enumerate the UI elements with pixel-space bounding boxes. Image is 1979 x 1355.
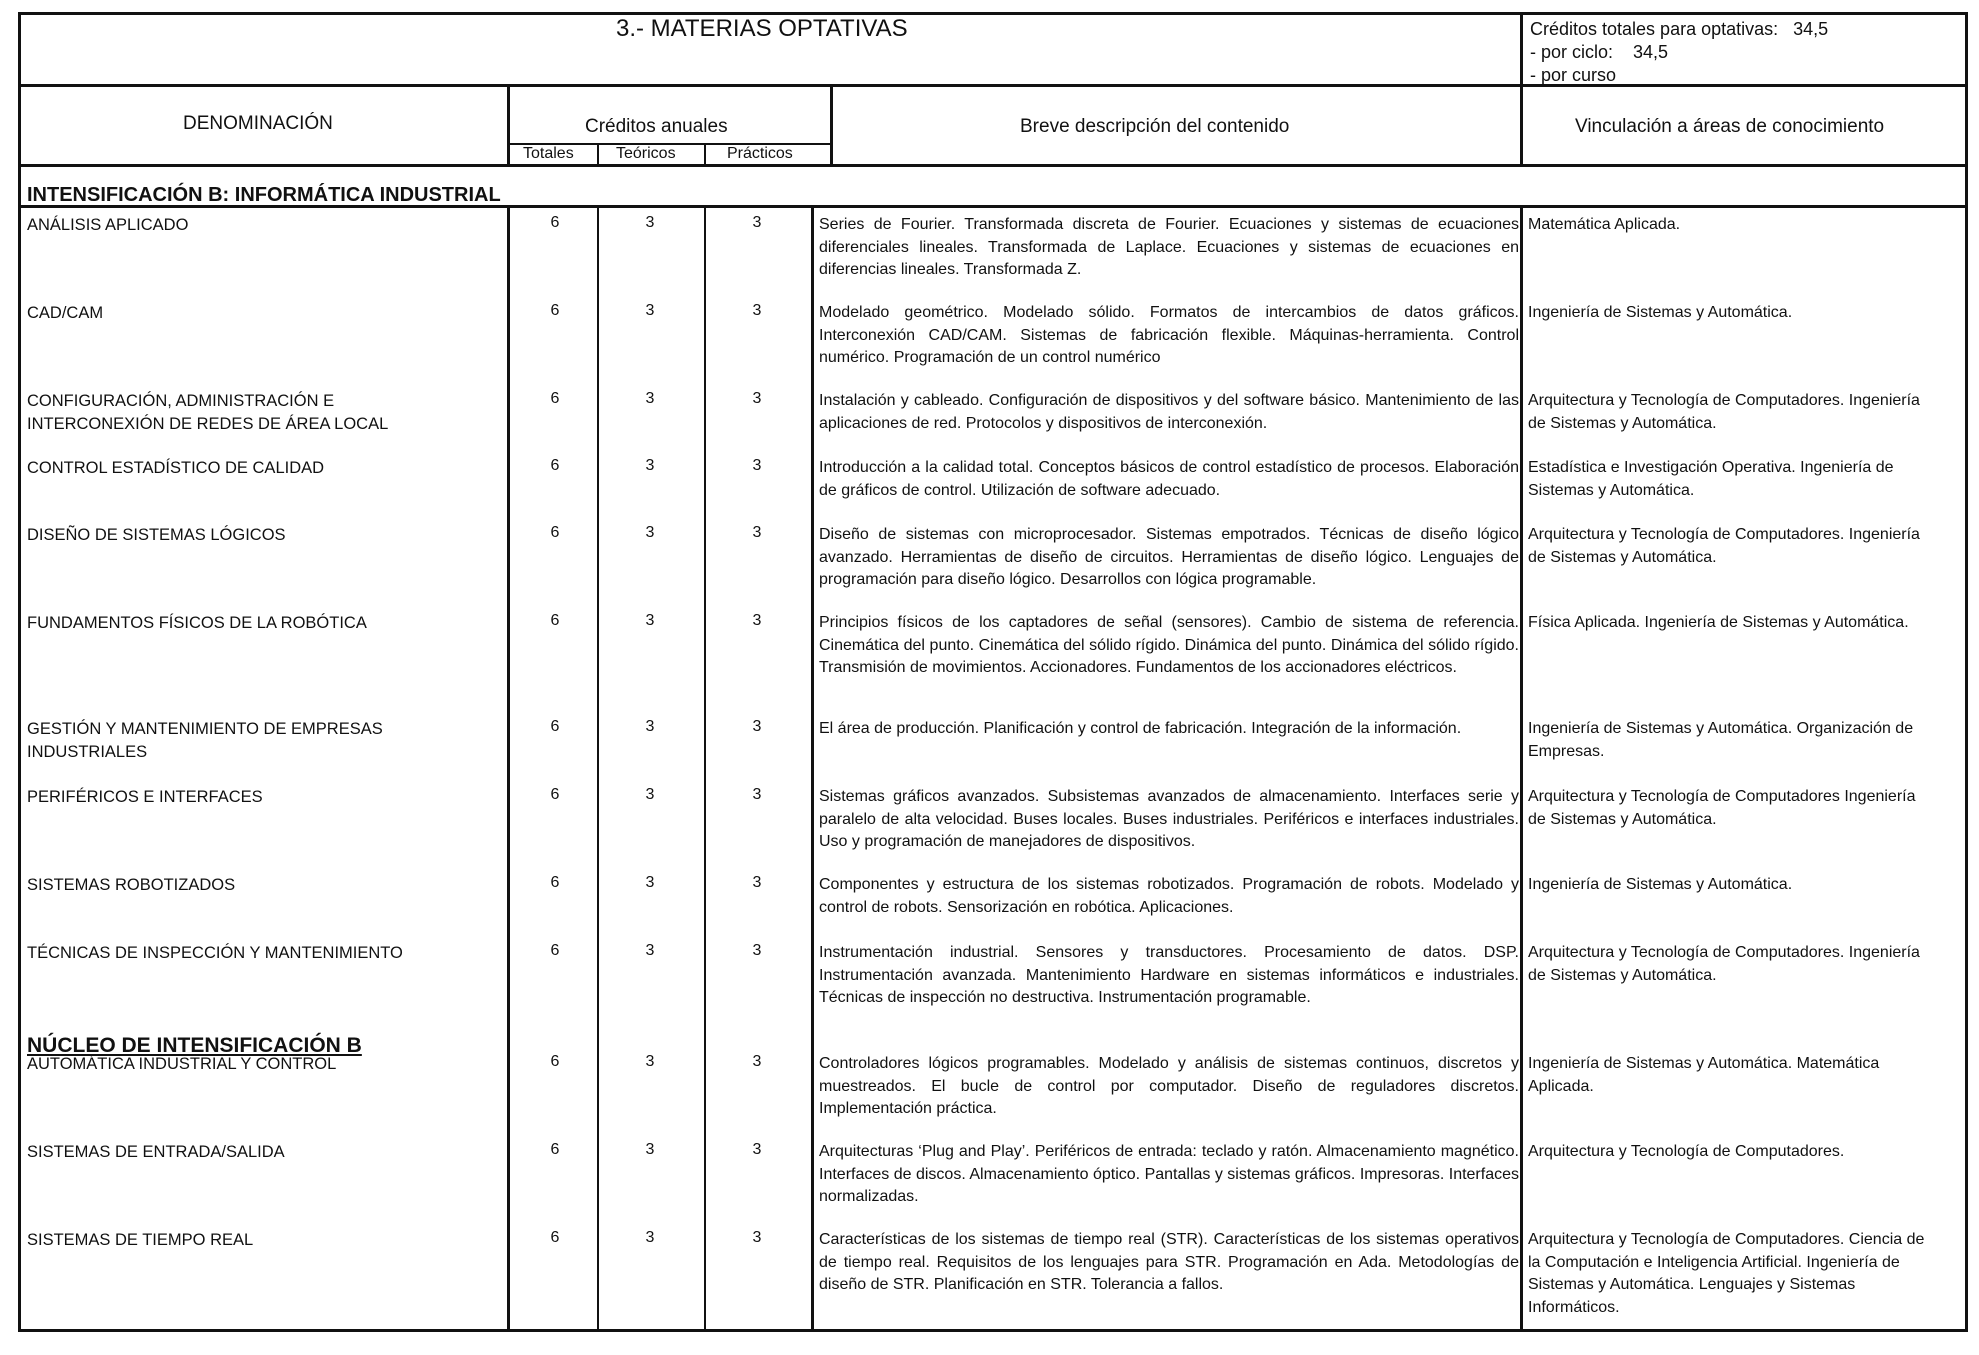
subject-description: Controladores lógicos programables. Modelado y análisis de sistemas continuos, discretos y muestreados. El bucle de control por computador. Diseño de reguladores discretos. Implementación práctica. — [819, 1055, 1519, 1117]
divider — [811, 205, 814, 1332]
credits-teoricos: 3 — [645, 786, 655, 803]
credits-practicos: 3 — [752, 786, 762, 803]
subject-name: AUTOMÁTICA INDUSTRIAL Y CONTROL — [27, 1055, 337, 1073]
nucleo-title: NÚCLEO DE INTENSIFICACIÓN B — [27, 1034, 362, 1057]
col-descripcion: Breve descripción del contenido — [1020, 116, 1290, 137]
credits-teoricos: 3 — [645, 1229, 655, 1246]
credits-practicos: 3 — [752, 612, 762, 629]
subject-description: Principios físicos de los captadores de señal (sensores). Cambio de sistema de referencia. Cinemática del punto. Cinemática del sólido rígido. Dinámica del punto. Dinámica del sólido rígido. Transmisión de movimientos. Accionadores. Fundamentos de los accionadores eléctricos. — [819, 614, 1519, 676]
knowledge-area: Matemática Aplicada. — [1528, 216, 1681, 233]
credits-practicos: 3 — [752, 302, 762, 319]
subject-name: SISTEMAS DE TIEMPO REAL — [27, 1231, 254, 1249]
subject-description: Diseño de sistemas con microprocesador. Sistemas empotrados. Técnicas de diseño lógico avanzado. Herramientas de diseño de circuitos. Herramientas de diseño lógico. Lenguajes de programación para diseño lógico. Desarrollos con lógica programable. — [819, 526, 1519, 588]
credits-totales: 6 — [550, 214, 560, 231]
subject-name: DISEÑO DE SISTEMAS LÓGICOS — [27, 526, 286, 544]
subject-description: Componentes y estructura de los sistemas robotizados. Programación de robots. Modelado y control de robots. Sensorización en robótica. Aplicaciones. — [819, 876, 1519, 916]
knowledge-area: Arquitectura y Tecnología de Computadores. Ingeniería de Sistemas y Automática. — [1528, 392, 1920, 432]
col-totales: Totales — [523, 145, 574, 162]
subject-name: CONTROL ESTADÍSTICO DE CALIDAD — [27, 459, 325, 477]
credits-practicos: 3 — [752, 214, 762, 231]
knowledge-area: Arquitectura y Tecnología de Computadores. — [1528, 1143, 1845, 1160]
col-denominacion: DENOMINACIÓN — [183, 113, 333, 134]
credits-totales: 6 — [550, 457, 560, 474]
knowledge-area: Arquitectura y Tecnología de Computadores Ingeniería de Sistemas y Automática. — [1528, 788, 1916, 828]
credits-practicos: 3 — [752, 874, 762, 891]
credits-practicos: 3 — [752, 390, 762, 407]
credits-teoricos: 3 — [645, 718, 655, 735]
credits-teoricos: 3 — [645, 1141, 655, 1158]
credits-teoricos: 3 — [645, 1053, 655, 1070]
credits-total: Créditos totales para optativas: 34,5 — [1530, 19, 1829, 39]
subject-name: ANÁLISIS APLICADO — [27, 216, 189, 234]
divider — [704, 143, 706, 164]
knowledge-area: Arquitectura y Tecnología de Computadores. Ingeniería de Sistemas y Automática. — [1528, 944, 1920, 984]
credits-totales: 6 — [550, 718, 560, 735]
knowledge-area: Ingeniería de Sistemas y Automática. — [1528, 876, 1793, 893]
credits-totales: 6 — [550, 786, 560, 803]
credits-totales: 6 — [550, 1229, 560, 1246]
knowledge-area: Estadística e Investigación Operativa. Ingeniería de Sistemas y Automática. — [1528, 459, 1894, 499]
subject-description: Introducción a la calidad total. Conceptos básicos de control estadístico de procesos. Elaboración de gráficos de control. Utilización de software adecuado. — [819, 459, 1519, 499]
credits-teoricos: 3 — [645, 214, 655, 231]
divider — [507, 205, 510, 1332]
credits-totales: 6 — [550, 612, 560, 629]
col-practicos: Prácticos — [727, 145, 793, 162]
divider — [597, 143, 599, 164]
col-creditos: Créditos anuales — [585, 116, 728, 137]
subject-description: Sistemas gráficos avanzados. Subsistemas avanzados de almacenamiento. Interfaces serie y paralelo de alta velocidad. Buses locales. Buses industriales. Periféricos e interfaces industriales. Uso y programación de manejadores de dispositivos. — [819, 788, 1519, 850]
section-title: INTENSIFICACIÓN B: INFORMÁTICA INDUSTRIAL — [27, 184, 501, 206]
credits-teoricos: 3 — [645, 612, 655, 629]
divider — [18, 164, 1968, 167]
knowledge-area: Ingeniería de Sistemas y Automática. — [1528, 304, 1793, 321]
knowledge-area: Arquitectura y Tecnología de Computadores. Ciencia de la Computación e Inteligencia Artificial. Ingeniería de Sistemas y Automática. Lenguajes y Sistemas Informáticos. — [1528, 1231, 1925, 1316]
subject-name: CONFIGURACIÓN, ADMINISTRACIÓN E INTERCONEXIÓN DE REDES DE ÁREA LOCAL — [27, 392, 389, 433]
credits-practicos: 3 — [752, 1053, 762, 1070]
credits-totales: 6 — [550, 1053, 560, 1070]
credits-totales: 6 — [550, 524, 560, 541]
divider — [1520, 205, 1523, 1332]
subject-name: FUNDAMENTOS FÍSICOS DE LA ROBÓTICA — [27, 614, 367, 632]
divider — [1520, 84, 1523, 164]
knowledge-area: Física Aplicada. Ingeniería de Sistemas y Automática. — [1528, 614, 1909, 631]
subject-description: Instalación y cableado. Configuración de dispositivos y del software básico. Mantenimiento de las aplicaciones de red. Protocolos y dispositivos de interconexión. — [819, 392, 1519, 432]
subject-name: CAD/CAM — [27, 304, 104, 322]
subject-description: Arquitecturas ‘Plug and Play’. Periféricos de entrada: teclado y ratón. Almacenamiento magnético. Interfaces de discos. Almacenamiento óptico. Pantallas y sistemas gráficos. Impresoras. Interfaces normalizadas. — [819, 1143, 1519, 1205]
subject-name: TÉCNICAS DE INSPECCIÓN Y MANTENIMIENTO — [27, 944, 403, 962]
subject-name: PERIFÉRICOS E INTERFACES — [27, 788, 263, 806]
divider — [830, 84, 833, 164]
knowledge-area: Ingeniería de Sistemas y Automática. Organización de Empresas. — [1528, 720, 1914, 760]
subject-description: Características de los sistemas de tiempo real (STR). Características de los sistemas operativos de tiempo real. Requisitos de los lenguajes para STR. Programación en Ada. Metodologías de diseño de STR. Planificación en STR. Tolerancia a fallos. — [819, 1231, 1519, 1293]
knowledge-area: Ingeniería de Sistemas y Automática. Matemática Aplicada. — [1528, 1055, 1880, 1095]
credits-practicos: 3 — [752, 457, 762, 474]
subject-description: El área de producción. Planificación y control de fabricación. Integración de la información. — [819, 720, 1462, 737]
divider — [597, 205, 599, 1332]
divider — [507, 84, 510, 164]
subject-name: GESTIÓN Y MANTENIMIENTO DE EMPRESAS INDUSTRIALES — [27, 720, 383, 761]
credits-totales: 6 — [550, 390, 560, 407]
document-page — [18, 12, 1972, 1347]
credits-teoricos: 3 — [645, 457, 655, 474]
knowledge-area: Arquitectura y Tecnología de Computadores. Ingeniería de Sistemas y Automática. — [1528, 526, 1920, 566]
divider — [704, 205, 706, 1332]
credits-totales: 6 — [550, 302, 560, 319]
credits-teoricos: 3 — [645, 302, 655, 319]
col-teoricos: Teóricos — [616, 145, 676, 162]
divider — [18, 84, 1968, 87]
credits-totales: 6 — [550, 874, 560, 891]
page-title: 3.- MATERIAS OPTATIVAS — [616, 15, 908, 42]
credits-practicos: 3 — [752, 524, 762, 541]
credits-teoricos: 3 — [645, 390, 655, 407]
subject-description: Modelado geométrico. Modelado sólido. Formatos de intercambios de datos gráficos. Interconexión CAD/CAM. Sistemas de fabricación flexible. Máquinas-herramienta. Control numérico. Programación de un control numérico — [819, 304, 1519, 366]
credits-practicos: 3 — [752, 1141, 762, 1158]
subject-description: Series de Fourier. Transformada discreta de Fourier. Ecuaciones y sistemas de ecuaciones diferenciales lineales. Transformada de Laplace. Ecuaciones y sistemas de ecuaciones en diferencias lineales. Transformada Z. — [819, 216, 1519, 278]
credits-totales: 6 — [550, 942, 560, 959]
col-vinculacion: Vinculación a áreas de conocimiento — [1575, 116, 1885, 137]
credits-totales: 6 — [550, 1141, 560, 1158]
credits-practicos: 3 — [752, 1229, 762, 1246]
credits-teoricos: 3 — [645, 874, 655, 891]
credits-teoricos: 3 — [645, 942, 655, 959]
credits-teoricos: 3 — [645, 524, 655, 541]
credits-practicos: 3 — [752, 718, 762, 735]
credits-course: - por curso — [1530, 65, 1617, 85]
credits-practicos: 3 — [752, 942, 762, 959]
credits-cycle: - por ciclo: 34,5 — [1530, 42, 1669, 62]
subject-name: SISTEMAS ROBOTIZADOS — [27, 876, 236, 894]
subject-name: SISTEMAS DE ENTRADA/SALIDA — [27, 1143, 285, 1161]
subject-description: Instrumentación industrial. Sensores y transductores. Procesamiento de datos. DSP. Instrumentación avanzada. Mantenimiento Hardware en sistemas informáticos e industriales. Técnicas de inspección no destructiva. Instrumentación programable. — [819, 944, 1519, 1006]
